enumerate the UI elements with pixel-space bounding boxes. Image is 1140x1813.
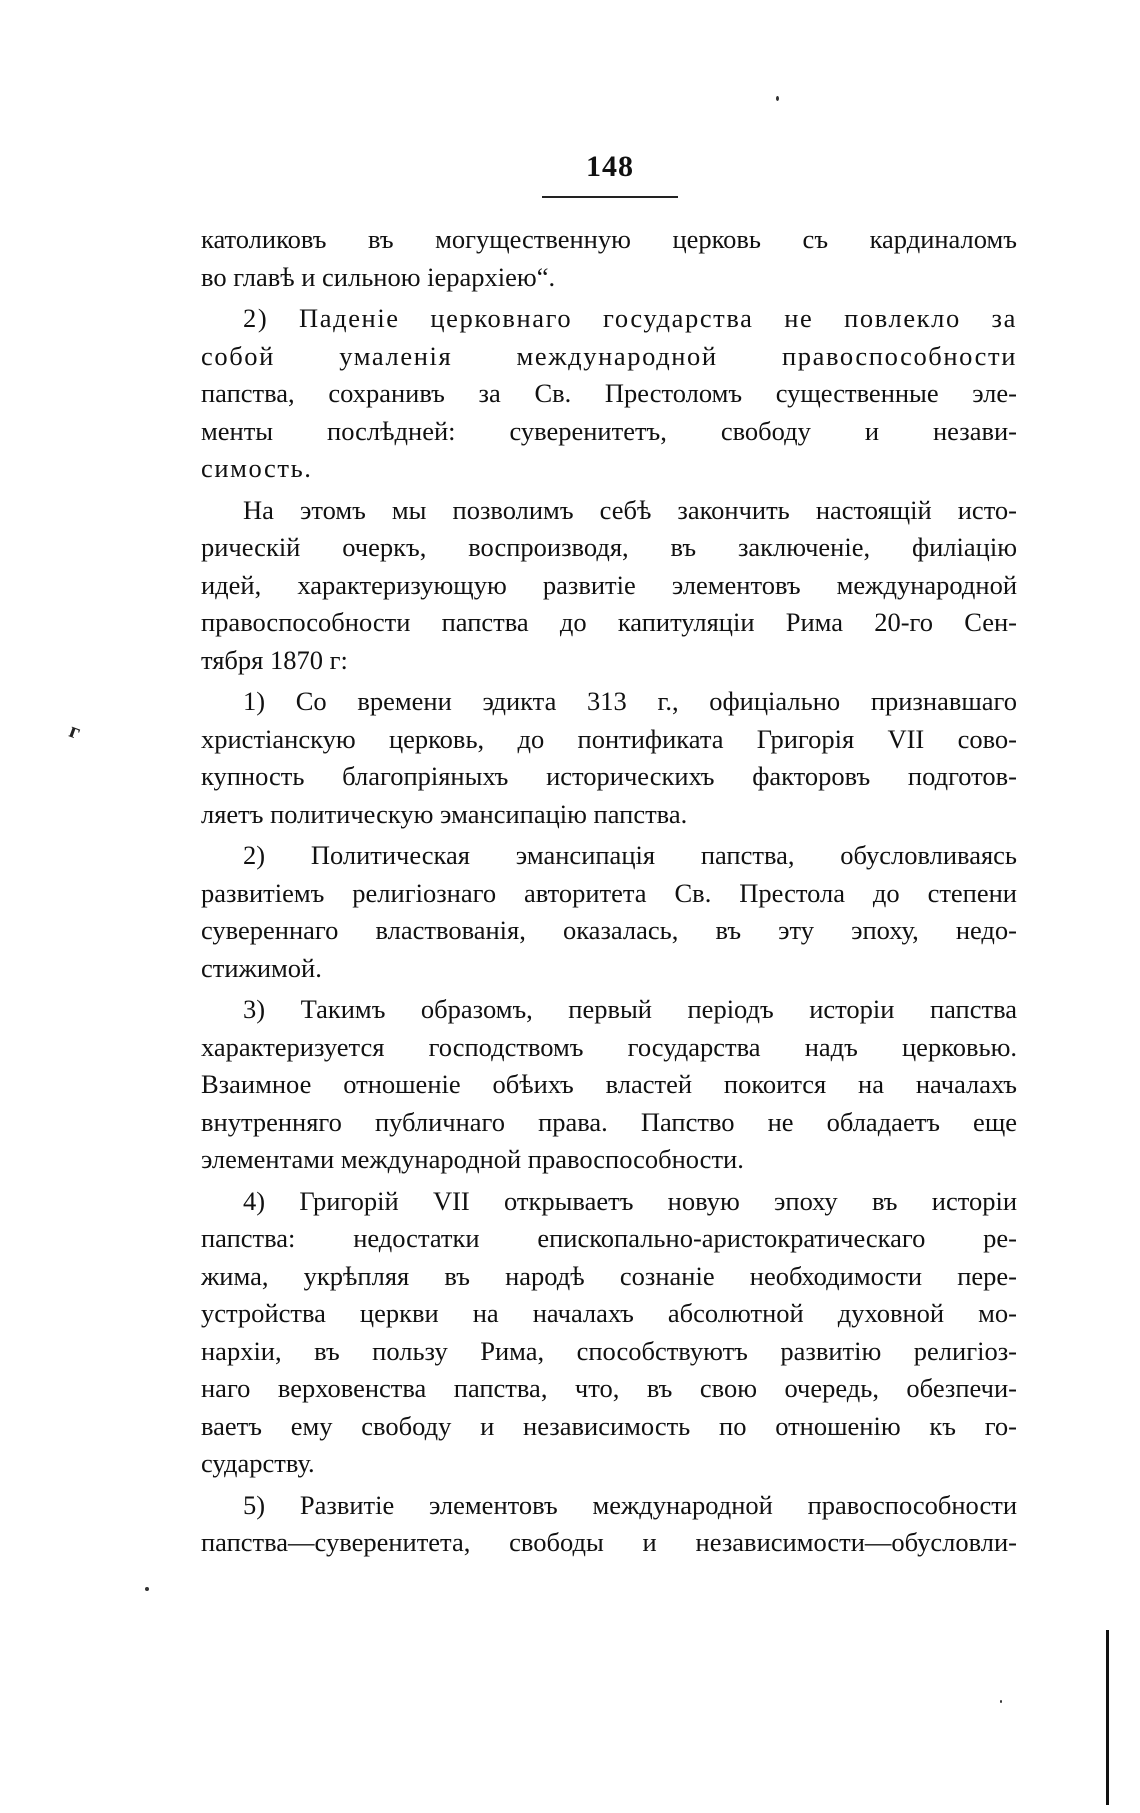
text-line: сувереннаго властвованія, оказалась, въ эту эпоху, недо- <box>201 915 1017 945</box>
text-line: 1) Со времени эдикта 313 г., офиціально признавшаго <box>243 686 1017 716</box>
text-line: 5) Развитіе элементовъ международной правоспособности <box>243 1489 1017 1520</box>
text-line: Взаимное отношеніе обѣихъ властей покоится на началахъ <box>201 1069 1017 1099</box>
text-line: ваетъ ему свободу и независимость по отношенію къ го- <box>201 1410 1017 1441</box>
paragraph <box>201 991 1017 1179</box>
text-line: собой умаленія международной правоспособности <box>201 340 1017 371</box>
text-line: тября 1870 г: <box>201 644 348 675</box>
text-line: 2) Паденіе церковнаго государства не повлекло за <box>243 303 1017 333</box>
text-line: христіанскую церковь, до понтификата Григорія VII сово- <box>201 723 1017 754</box>
body-text <box>201 221 1017 1562</box>
text-line: На этомъ мы позволимъ себѣ закончить настоящій исто- <box>243 494 1017 525</box>
paragraph <box>201 1183 1017 1483</box>
scan-speck <box>145 1587 149 1591</box>
text-line: жима, укрѣпляя въ народѣ сознаніе необходимости пере- <box>201 1260 1017 1291</box>
text-line: купность благопріяныхъ историческихъ факторовъ подготов- <box>201 761 1017 791</box>
scan-speck <box>1000 1700 1002 1703</box>
text-line: нархіи, въ пользу Рима, способствуютъ развитію религіоз- <box>201 1335 1017 1366</box>
page-number-rule <box>542 196 678 198</box>
text-line: папства—суверенитета, свободы и независимости—обусловли- <box>201 1527 1017 1557</box>
text-line: 2) Политическая эмансипація папства, обусловливаясь <box>243 840 1017 870</box>
paragraph <box>201 683 1017 833</box>
text-line: идей, характеризующую развитіе элементовъ международной <box>201 569 1017 600</box>
text-line: ляетъ политическую эмансипацію папства. <box>201 798 688 829</box>
text-line: устройства церкви на началахъ абсолютной духовной мо- <box>201 1298 1017 1328</box>
text-line: симость. <box>201 453 313 483</box>
text-line: папства, сохранивъ за Св. Престоломъ существенные эле- <box>201 378 1017 408</box>
paragraph <box>201 221 1017 296</box>
text-line: 3) Такимъ образомъ, первый періодъ исторіи папства <box>243 994 1017 1024</box>
text-line: папства: недостатки епископально-аристократическаго ре- <box>201 1223 1017 1253</box>
text-line: во главѣ и сильною іерархіею“. <box>201 261 556 292</box>
text-line: развитіемъ религіознаго авторитета Св. Престола до степени <box>201 877 1017 908</box>
paragraph <box>201 837 1017 987</box>
text-line: характеризуется господствомъ государства надъ церковью. <box>201 1031 1017 1062</box>
paragraph <box>201 1487 1017 1562</box>
text-line: стижимой. <box>201 952 322 983</box>
page-number: 148 <box>586 150 634 183</box>
margin-mark: г <box>66 717 85 744</box>
page-edge-line <box>1106 1630 1109 1805</box>
scan-speck <box>776 96 779 101</box>
text-line: рическій очеркъ, воспроизводя, въ заключеніе, филіацію <box>201 532 1017 562</box>
paragraph <box>201 492 1017 680</box>
text-line: 4) Григорій VII открываетъ новую эпоху въ исторіи <box>243 1185 1017 1216</box>
text-line: элементами международной правоспособности. <box>201 1144 744 1174</box>
text-line: наго верховенства папства, что, въ свою очередь, обезпечи- <box>201 1373 1017 1403</box>
paragraph <box>201 300 1017 488</box>
text-line: внутренняго публичнаго права. Папство не обладаетъ еще <box>201 1106 1017 1137</box>
text-line: правоспособности папства до капитуляціи Рима 20-го Сен- <box>201 607 1017 637</box>
text-line: менты послѣдней: суверенитетъ, свободу и незави- <box>201 415 1017 446</box>
text-line: католиковъ въ могущественную церковь съ кардиналомъ <box>201 224 1017 254</box>
text-line: сударству. <box>201 1448 315 1478</box>
